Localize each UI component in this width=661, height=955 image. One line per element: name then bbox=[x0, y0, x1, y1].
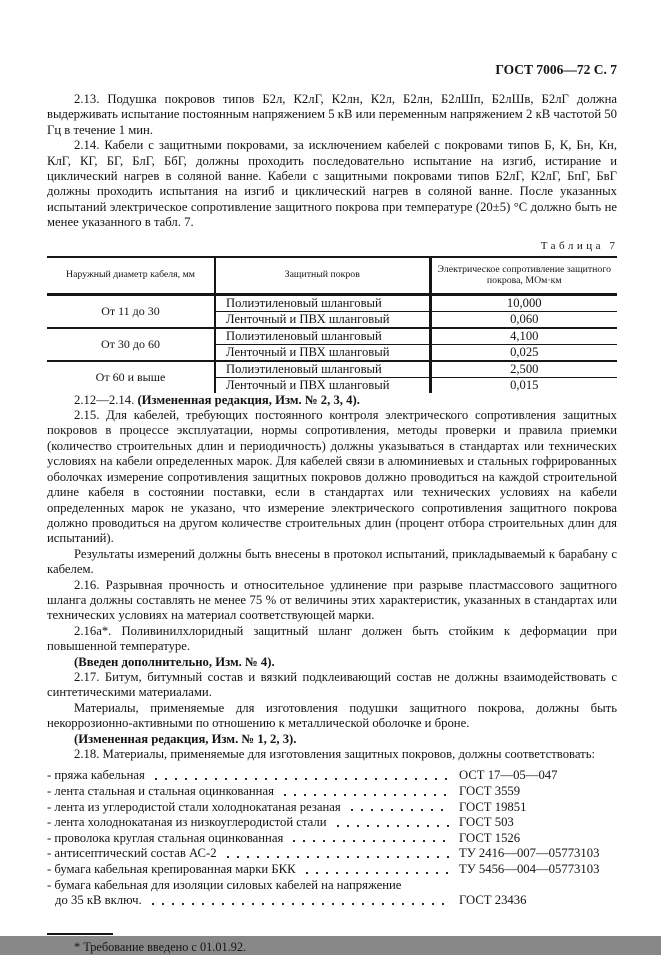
paragraph-2-17: 2.17. Битум, битумный состав и вязкий подклеивающий состав не должны взаимодействовать с синтетическими материалами. bbox=[47, 669, 617, 700]
diameter-cell: От 60 и выше bbox=[95, 369, 166, 384]
material-standard: ТУ 5456—004—05773103 bbox=[459, 861, 600, 876]
table-row bbox=[47, 294, 617, 311]
izm-123-bold: (Измененная редакция, Изм. № 1, 2, 3). bbox=[74, 731, 297, 746]
paragraph-2-12-2-14-amendment bbox=[47, 393, 617, 408]
material-item bbox=[47, 831, 617, 847]
table-row bbox=[47, 328, 617, 345]
paragraph-2-15: 2.15. Для кабелей, требующих постоянного контроля электрического сопротивления защитных покровов в процессе эксплуатации, нормы сопротивления, методы проверки и правила приемки (количество строительных длин и периодичность) должны указываться в стандартах или технических условиях на кабели определенных марок. Для кабелей связи в алюминиевых и стальных гофрированных оболочках измерение сопротивления защитных покровов должно проводиться на каждой строительной длине кабеля в состоянии поставки, если в стандартах или технических условиях на кабели определенных марок не указано, что измерение электрического сопротивления защитного покрова должно проводиться на другом количестве строительных длин (процент отбора строительных длин для испытаний). bbox=[47, 408, 617, 546]
material-label: - пряжа кабельная bbox=[47, 768, 145, 783]
material-item-continuation bbox=[47, 893, 617, 909]
footnote-text: * Требование введено с 01.01.92. bbox=[74, 939, 247, 954]
dot-leader bbox=[337, 825, 449, 827]
col-header-cover: Защитный покров bbox=[215, 257, 430, 295]
resistance-cell: 0,025 bbox=[430, 344, 617, 361]
material-standard: ГОСТ 1526 bbox=[459, 830, 521, 845]
material-label: - бумага кабельная крепированная марки БКК bbox=[47, 861, 296, 876]
resistance-cell: 10,000 bbox=[430, 294, 617, 311]
material-standard: ГОСТ 3559 bbox=[459, 784, 521, 798]
material-standard: ОСТ 17—05—047 bbox=[459, 768, 558, 783]
material-item bbox=[47, 862, 617, 878]
cover-cell: Полиэтиленовый шланговый bbox=[215, 328, 430, 345]
dot-leader bbox=[306, 872, 449, 874]
material-standard: ГОСТ 19851 bbox=[459, 799, 527, 814]
paragraph-2-18: 2.18. Материалы, применяемые для изготовления защитных покровов, должны соответствовать: bbox=[74, 747, 596, 761]
paragraph-vveden-amendment bbox=[47, 655, 617, 670]
cover-cell: Полиэтиленовый шланговый bbox=[215, 294, 430, 311]
material-label: - антисептический состав АС-2 bbox=[47, 846, 217, 861]
dot-leader bbox=[152, 903, 449, 905]
dot-leader bbox=[227, 856, 449, 858]
table-row bbox=[47, 361, 617, 378]
paragraph-2-14: 2.14. Кабели с защитными покровами, за исключением кабелей с покровами типов Б, К, Бн, Кн, КлГ, КГ, БГ, БлГ, БбГ, должны проходить последовательно испытание на изгиб, истирание и циклический нагрев в соляной ванне. Кабели с защитными покровами типов Б2лГ, К2лГ, БпГ, БвГ должны проходить испытания на изгиб и циклический нагрев в соляной ванне. После указанных испытаний электрическое сопротивление защитного покрова при температуре (20±5) °С должно быть не менее указанного в табл. 7. bbox=[47, 138, 617, 230]
amendment-prefix: 2.12—2.14. bbox=[74, 392, 138, 407]
material-item bbox=[47, 784, 617, 800]
material-standard: ГОСТ 503 bbox=[459, 815, 514, 830]
paragraph-materials: Материалы, применяемые для изготовления подушки защитного покрова, должны быть некоррозионно-активными по отношению к металлической оболочке и броне. bbox=[47, 700, 617, 731]
resistance-cell: 0,060 bbox=[430, 311, 617, 328]
material-item bbox=[47, 846, 617, 862]
cover-cell: Ленточный и ПВХ шланговый bbox=[215, 377, 430, 393]
resistance-cell: 4,100 bbox=[430, 328, 617, 345]
material-standard: ГОСТ 23436 bbox=[459, 893, 527, 908]
paragraph-izm-123-amendment bbox=[47, 732, 617, 747]
material-standard: ТУ 2416—007—05773103 bbox=[459, 846, 600, 861]
cover-cell: Ленточный и ПВХ шланговый bbox=[215, 344, 430, 361]
dot-leader bbox=[284, 794, 449, 796]
resistance-cell: 2,500 bbox=[430, 361, 617, 378]
table-label-word: Таблица bbox=[540, 239, 604, 252]
table-7-label bbox=[47, 240, 615, 252]
footnote-block bbox=[47, 933, 617, 955]
footnote-rule bbox=[47, 933, 113, 935]
diameter-cell: От 30 до 60 bbox=[100, 336, 160, 351]
col-header-resistance: Электрическое сопротивление защитного покрова, МОм·км bbox=[430, 257, 617, 295]
page-header-gost-number: ГОСТ 7006—72 С. 7 bbox=[495, 62, 617, 77]
table-group-60-plus bbox=[47, 361, 617, 393]
table-label-number: 7 bbox=[609, 239, 615, 252]
paragraph-2-13: 2.13. Подушка покровов типов Б2л, К2лГ, К2лн, К2л, Б2лн, Б2лШп, Б2лШв, Б2лГ должна выдерживать испытание постоянным напряжением 5 кВ или переменным напряжением 2 кВ частотой 50 Гц в течение 1 мин. bbox=[47, 92, 617, 137]
vveden-bold: (Введен дополнительно, Изм. № 4). bbox=[74, 654, 275, 669]
materials-list bbox=[47, 768, 617, 908]
dot-leader bbox=[155, 778, 449, 780]
resistance-cell: 0,015 bbox=[430, 377, 617, 393]
amendment-bold: (Измененная редакция, Изм. № 2, 3, 4). bbox=[137, 392, 360, 407]
paragraph-results: Результаты измерений должны быть внесены в протокол испытаний, прикладываемый к барабану с кабелем. bbox=[47, 546, 617, 577]
material-label: - лента из углеродистой стали холоднокатаная резаная bbox=[47, 799, 341, 814]
paragraph-2-16a: 2.16а*. Поливинилхлоридный защитный шланг должен быть стойким к деформации при повышенной температуре. bbox=[47, 623, 617, 654]
material-label: - бумага кабельная для изоляции силовых кабелей на напряжение bbox=[47, 877, 402, 892]
material-item bbox=[47, 800, 617, 816]
table-group-11-30 bbox=[47, 294, 617, 328]
material-item bbox=[47, 768, 617, 784]
material-label-continuation: до 35 кВ включ. bbox=[55, 893, 142, 908]
material-label: - проволока круглая стальная оцинкованная bbox=[47, 830, 284, 845]
table-7-head bbox=[47, 257, 617, 295]
paragraph-2-16: 2.16. Разрывная прочность и относительное удлинение при разрыве пластмассового защитного шланга должны составлять не менее 75 % от величины этих характеристик, указанных в стандартах или технических условиях на материал соответствующей марки. bbox=[47, 577, 617, 623]
table-group-30-60 bbox=[47, 328, 617, 361]
cover-cell: Полиэтиленовый шланговый bbox=[215, 361, 430, 378]
col-header-diameter: Наружный диаметр кабеля, мм bbox=[66, 269, 195, 281]
material-label: - лента холоднокатаная из низкоуглеродистой стали bbox=[47, 815, 327, 830]
material-item bbox=[47, 815, 617, 831]
cover-cell: Ленточный и ПВХ шланговый bbox=[215, 311, 430, 328]
dot-leader bbox=[293, 840, 449, 842]
diameter-cell: От 11 до 30 bbox=[101, 303, 160, 318]
material-item bbox=[47, 878, 617, 894]
table-7 bbox=[47, 256, 617, 393]
dot-leader bbox=[351, 809, 449, 811]
material-label: - лента стальная и стальная оцинкованная bbox=[47, 784, 274, 798]
